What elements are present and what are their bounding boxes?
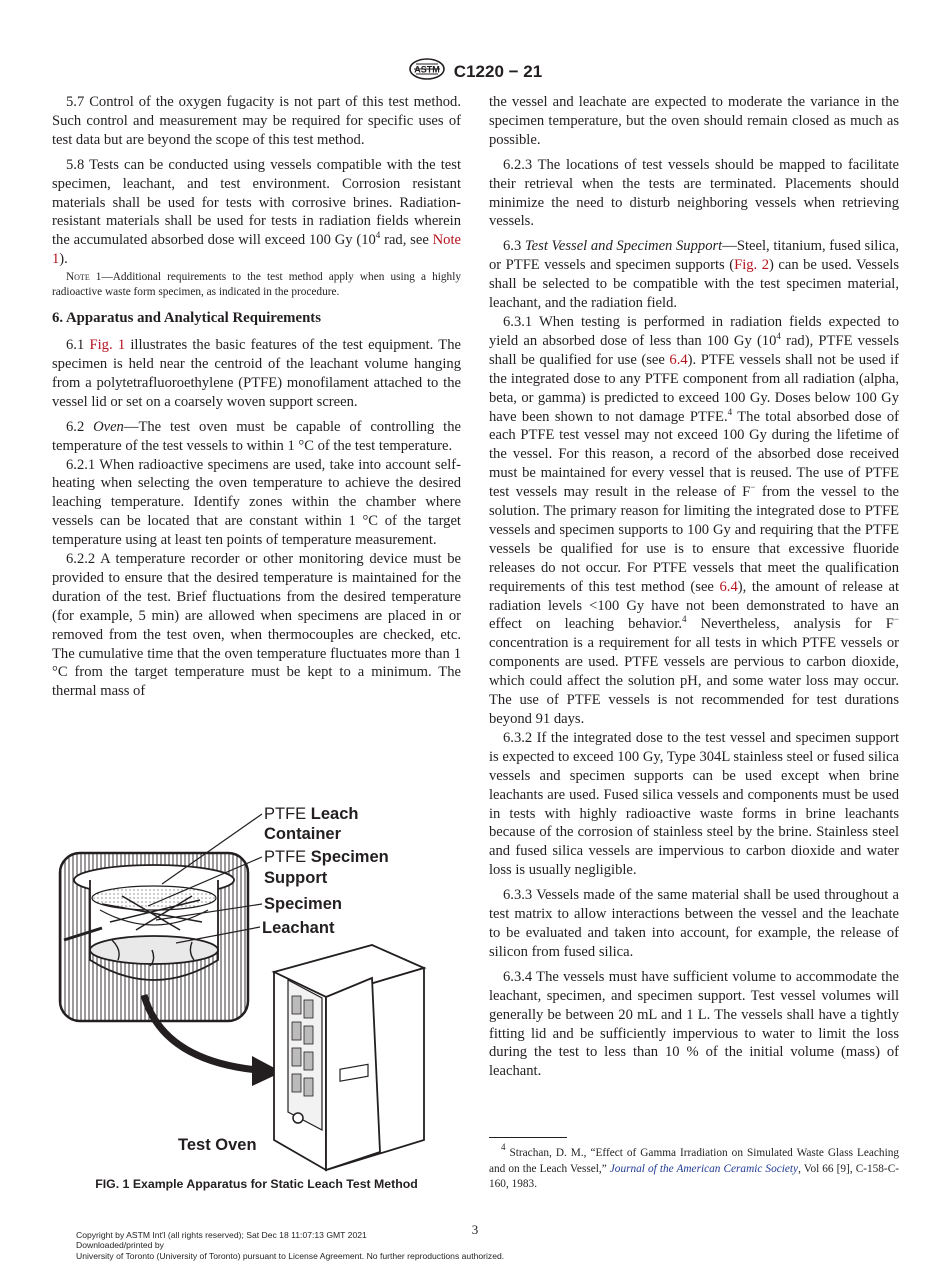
paragraph-6-3: 6.3 Test Vessel and Specimen Support—Steel, titanium, fused silica, or PTFE vessels and specimen supports (Fig. 2) can be used. Vessels shall be selected to be compatible with the test specimen material, leachant, and the radiation field. xyxy=(489,238,899,312)
label-support: Support xyxy=(264,869,328,887)
label-test-oven: Test Oven xyxy=(178,1136,257,1154)
figure-1-caption: FIG. 1 Example Apparatus for Static Leach Test Method xyxy=(95,1177,418,1191)
label-specimen: Specimen xyxy=(264,895,342,913)
footnote-rule xyxy=(489,1137,567,1138)
paragraph-6-1: 6.1 Fig. 1 illustrates the basic features of the test equipment. The specimen is held near the centroid of the leachant volume hanging from a polytetrafluoroethylene (PTFE) monofilament attached to the vessel lid or set on a coarsely woven support screen. xyxy=(52,337,461,410)
paragraph-6-2-3: 6.2.3 The locations of test vessels should be mapped to facilitate their retrieval when the tests are terminated. Placements should minimize the need to disturb neighboring vessels when retrieving vessels. xyxy=(489,156,899,230)
paragraph-6-3-3: 6.3.3 Vessels made of the same material shall be used throughout a test matrix to allow interactions between the vessel and the leachate to be evaluated and taken into account, for example, the release of silicon from fused silica. xyxy=(489,887,899,960)
test-oven-drawing xyxy=(274,945,424,1170)
paragraph-5-8: 5.8 Tests can be conducted using vessels compatible with the test specimen, leachant, and test environment. Corrosion resistant materials shall be used for tests with corrosive brines. Radiation-resistant materials shall be used for tests in radiation fields wherein the accumulated absorbed dose will exceed 100 Gy ($10^4$ rad, see Note 1). xyxy=(52,156,461,268)
section-6-4-link[interactable]: 6.4 xyxy=(669,351,688,368)
label-ptfe-specimen-support: PTFE Specimen xyxy=(264,848,389,866)
paragraph-continued: the vessel and leachate are expected to moderate the variance in the specimen temperature, but the oven should remain closed as much as possible. xyxy=(489,94,899,148)
page-header xyxy=(0,58,950,85)
leach-vessel-inset xyxy=(60,853,248,1021)
section-6-4-link[interactable]: 6.4 xyxy=(719,578,738,595)
document-designation: C1220 − 21 xyxy=(453,61,543,81)
paragraph-5-7: 5.7 Control of the oxygen fugacity is not part of this test method. Such control and measurement may be required for specific uses of test data but are beyond the scope of this test method. xyxy=(52,94,461,148)
journal-link[interactable]: Journal of the American Ceramic Society xyxy=(609,1162,799,1175)
svg-text:ASTM: ASTM xyxy=(414,64,440,75)
left-column xyxy=(52,93,461,701)
copyright-notice: Copyright by ASTM Int'l (all rights reserved); Sat Dec 18 11:07:13 GMT 2021 Downloaded/printed by University of Toronto (University of Toronto) pursuant to License Agreement. No further reproductions authorized. xyxy=(76,1230,505,1261)
right-column xyxy=(489,93,899,1081)
footnote-4: $^4$ Strachan, D. M., “Effect of Gamma Irradiation on Simulated Waste Glass Leaching and on the Leach Vessel,” Journal of the American Ceramic Society, Vol 66 [9], C-158-C-160, 1983. xyxy=(489,1142,899,1190)
paragraph-6-2-2: 6.2.2 A temperature recorder or other monitoring device must be provided to ensure that the desired temperature is maintained for the duration of the test. Brief fluctuations from the desired temperature (for example, 5 min) are allowed when specimens are placed in or removed from the test oven, when thermocouples are checked, etc. The cumulative time that the oven temperature fluctuates more than 1 °C from the target temperature must be kept to a minimum. The thermal mass of xyxy=(52,551,461,700)
note-1-link[interactable]: Note 1 xyxy=(52,232,461,268)
page-number: 3 xyxy=(471,1222,479,1237)
paragraph-6-3-2: 6.3.2 If the integrated dose to the test vessel and specimen support is expected to exceed 100 Gy, Type 304L stainless steel or fused silica vessels and specimen supports can be used except when brine leachants are used. Fused silica vessels and components must be used in tests with highly radioactive waste forms in brine leachants because of the corrosion of stainless steel by the brine. Stainless steel and fused silica vessels are impervious to carbon dioxide and water loss is usually negligible. xyxy=(489,729,899,879)
astm-logo-icon xyxy=(408,58,446,85)
fig-2-link[interactable]: Fig. 2 xyxy=(734,257,769,274)
paragraph-6-2: 6.2 Oven—The test oven must be capable of controlling the temperature of the test vessels to within 1 °C of the test temperature. xyxy=(52,418,461,454)
fig-1-link[interactable]: Fig. 1 xyxy=(89,337,126,354)
paragraph-6-3-1: 6.3.1 When testing is performed in radiation fields expected to yield an absorbed dose of less than 100 Gy ($10^4$ rad), PTFE vessels shall be qualified for use (see 6.4). PTFE vessels shall not be used if the integrated dose to any PTFE component from all radiation (alpha, beta, or gamma) is predicted to exceed 100 Gy. Doses below 100 Gy have been shown to not damage PTFE.$^4$ The total absorbed dose of each PTFE test vessel may not exceed 100 Gy during the lifetime of the vessel. For this reason, a record of the absorbed dose received must be maintained for every vessel that is reused. The use of PTFE test vessels may result in the release of F− from the vessel to the solution. The primary reason for limiting the integrated dose to PTFE vessels and specimen supports to 100 Gy and requiring that the PTFE vessels be qualified for use is to ensure that excessive fluoride releases do not occur. For PTFE vessels that meet the qualification requirements of this test method (see 6.4), the amount of release at radiation levels <100 Gy have not been demonstrated to have an effect on leaching behavior.$^4$ Nevertheless, analysis for F− concentration is a requirement for all tests in which PTFE vessels or components are used. PTFE vessels are pervious to carbon dioxide, which could affect the solution pH, and some water loss may occur. The use of PTFE vessels is not recommended for test durations beyond 91 days. xyxy=(489,313,900,727)
figure-1-apparatus xyxy=(52,800,461,1175)
paragraph-6-2-1: 6.2.1 When radioactive specimens are used, take into account self-heating when selecting the oven temperature to achieve the desired leaching temperature. Identify zones within the chamber where vessels can be located that are constant within 1 °C of the target temperature using at least ten points of temperature measurement. xyxy=(52,456,461,549)
paragraph-6-3-4: 6.3.4 The vessels must have sufficient volume to accommodate the leachant, specimen, and specimen support. Test vessel volumes will generally be between 20 mL and 1 L. The vessels shall have a tightly fitting lid and be sufficiently impervious to water to limit the loss during the test to less than 10 % of the initial volume (mass) of leachant. xyxy=(489,968,899,1080)
label-container: Container xyxy=(264,825,342,843)
label-ptfe-leach-container: PTFE Leach xyxy=(264,805,359,823)
note-1: Note 1—Additional requirements to the test method apply when using a highly radioactive waste form specimen, as indicated in the procedure. xyxy=(52,271,461,299)
label-leachant: Leachant xyxy=(262,919,335,937)
section-6-heading: 6. Apparatus and Analytical Requirements xyxy=(52,310,321,327)
